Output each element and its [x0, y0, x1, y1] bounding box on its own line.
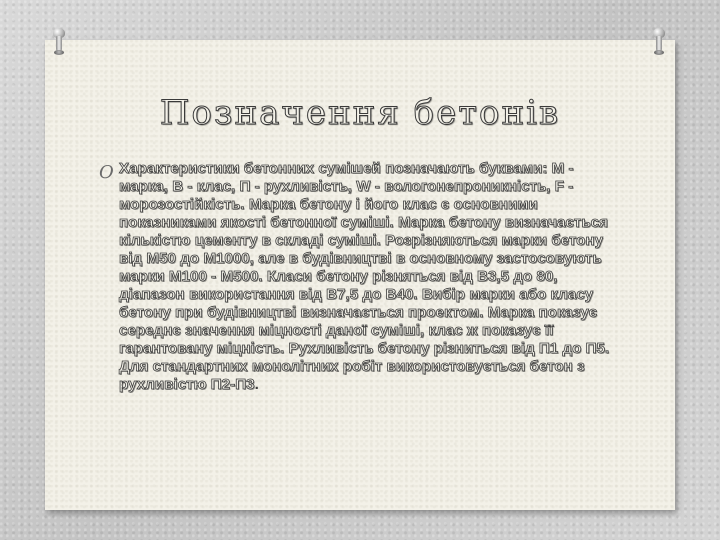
slide-body	[99, 160, 619, 394]
paragraph-end: .	[254, 376, 259, 393]
paragraph-text: Характеристики бетонних сумішей позначають буквами: М - марка, В - клас, П - рухливість, W - вологонепроникність, F - морозостійкість. Марка бетону і його клас є основними показниками якості бетонної суміші. Марка бетону визначається кількістю цементу в складі суміші. Розрізняються марки бетону від М50 до М1000, але в будівництві в основному застосовують марки М100 - М500. Класи бетону різняться від В3,5 до 80, діапазон використання від В7,5 до В40. Вибір марки або класу бетону при будівництві визначається проектом. Марка показує середнє значення міцності даної суміші, клас ж показує її гарантовану міцність. Рухливість бетону різниться від П1 до П5. Для стандартних монолітних робіт використовується бетон з рухливістю П2-П3	[119, 160, 610, 393]
pushpin-icon	[52, 28, 66, 56]
bullet-icon: O	[99, 162, 114, 183]
slide-title: Позначення бетонів	[159, 93, 561, 133]
body-paragraph	[119, 160, 619, 394]
pushpin-icon	[652, 28, 666, 56]
